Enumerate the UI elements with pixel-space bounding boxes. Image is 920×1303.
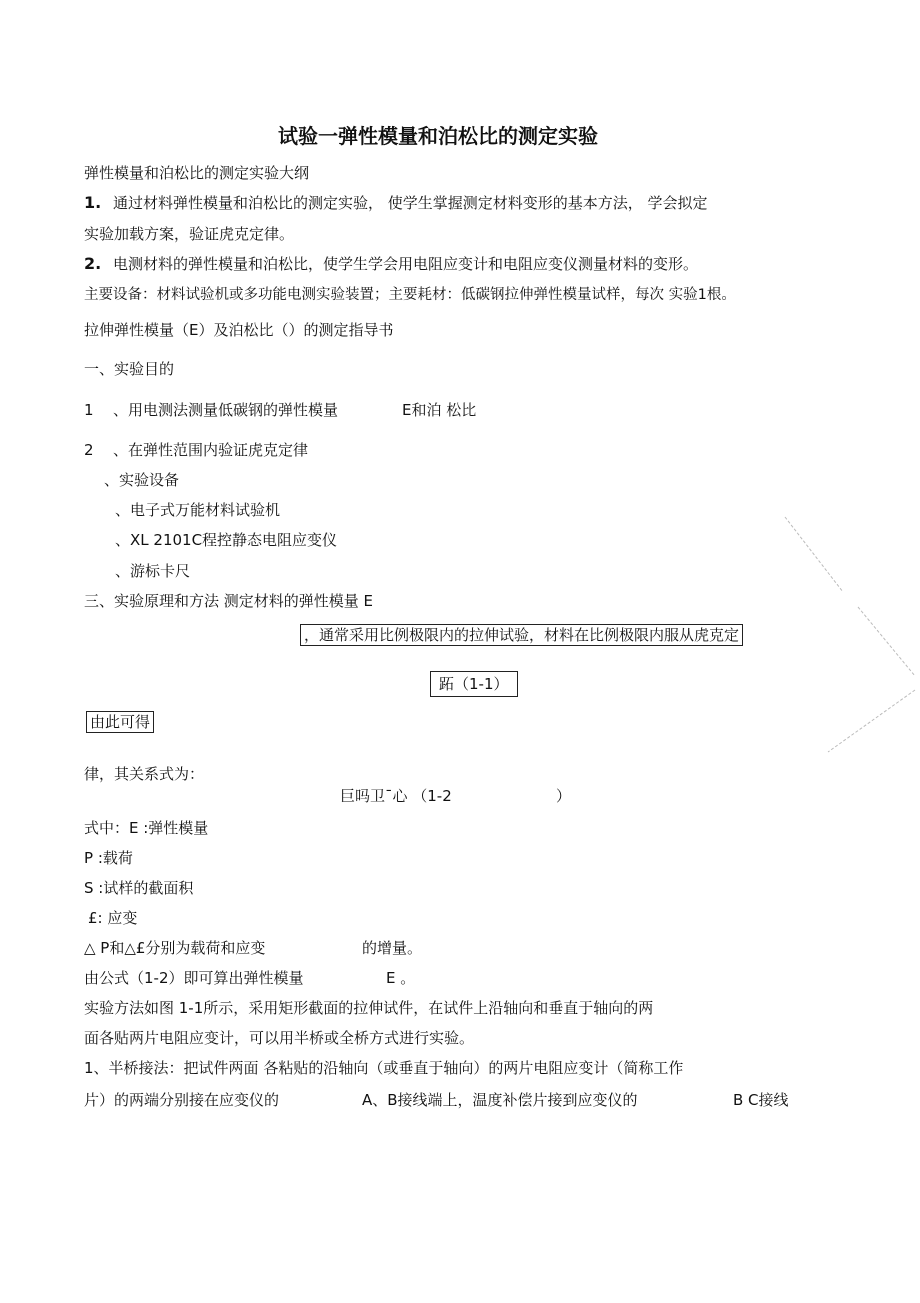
outline-heading: 弹性模量和泊松比的测定实验大纲 bbox=[84, 164, 310, 182]
calc-line: 由公式（1-2）即可算出弹性模量 bbox=[84, 969, 304, 987]
outline-item1-line1: 通过材料弹性模量和泊松比的测定实验， 使学生掌握测定材料变形的基本方法， 学会拟定 bbox=[113, 194, 708, 212]
section1-item1-number: 1 bbox=[84, 401, 94, 419]
outline-item1-line2: 实验加载方案，验证虎克定律。 bbox=[84, 225, 295, 243]
where-epsilon: £: 应变 bbox=[88, 909, 138, 927]
where-e: 式中：E :弹性模量 bbox=[84, 819, 209, 837]
method-line2: 面各贴两片电阻应变计，可以用半桥或全桥方式进行实验。 bbox=[84, 1029, 475, 1047]
section1-item1-text: 、用电测法测量低碳钢的弹性模量 bbox=[113, 401, 339, 419]
section2-heading: 、实验设备 bbox=[104, 471, 180, 489]
section2-item-caliper: 、游标卡尺 bbox=[115, 562, 191, 580]
equipment-line: 主要设备：材料试验机或多功能电测实验装置；主要耗材：低碳钢拉伸弹性模量试样，每次 实验1根。 bbox=[84, 287, 736, 303]
section1-item1-tail: E和泊 松比 bbox=[402, 401, 477, 419]
decor-line-upper bbox=[785, 517, 843, 592]
section1-item2-number: 2 bbox=[84, 441, 94, 459]
increment-line-tail: 的增量。 bbox=[362, 939, 423, 957]
method-line1: 实验方法如图 1-1所示，采用矩形截面的拉伸试件，在试件上沿轴向和垂直于轴向的两 bbox=[84, 999, 654, 1017]
boxed-derivation-label: 由此可得 bbox=[86, 711, 154, 733]
boxed-text-line: ，通常采用比例极限内的拉伸试验，材料在比例极限内服从虎克定 bbox=[300, 624, 743, 646]
law-line: 律，其关系式为： bbox=[84, 765, 205, 783]
page-title: 试验一弹性模量和泊松比的测定实验 bbox=[278, 124, 598, 148]
increment-line: △ P和△£分别为载荷和应变 bbox=[84, 939, 266, 957]
boxed-equation-1-1: 跖（1-1） bbox=[430, 671, 518, 697]
formula-1-2: 巨吗卫ˉ心 （1-2 bbox=[340, 787, 452, 805]
section1-item2-text: 、在弹性范围内验证虎克定律 bbox=[113, 441, 309, 459]
formula-close-paren: ） bbox=[556, 787, 572, 805]
where-p: P :载荷 bbox=[84, 849, 133, 867]
half-bridge-line2-middle: A、B接线端上，温度补偿片接到应变仪的 bbox=[362, 1091, 638, 1109]
outline-item1-number: 1. bbox=[84, 193, 102, 212]
guide-heading: 拉伸弹性模量（E）及泊松比（）的测定指导书 bbox=[84, 321, 394, 339]
half-bridge-line1: 1、半桥接法：把试件两面 各粘贴的沿轴向（或垂直于轴向）的两片电阻应变计（简称工作 bbox=[84, 1059, 684, 1077]
where-s: S :试样的截面积 bbox=[84, 879, 194, 897]
section2-item-testing-machine: 、电子式万能材料试验机 bbox=[115, 501, 281, 519]
calc-line-tail: E 。 bbox=[386, 969, 416, 987]
decor-line-middle bbox=[858, 607, 915, 676]
half-bridge-line2-start: 片）的两端分别接在应变仪的 bbox=[84, 1091, 280, 1109]
section1-heading: 一、实验目的 bbox=[84, 360, 175, 378]
section2-item-strain-gauge: 、XL 2101C程控静态电阻应变仪 bbox=[115, 531, 338, 549]
decor-line-lower bbox=[828, 690, 915, 752]
half-bridge-line2-end: B C接线 bbox=[733, 1091, 789, 1109]
section3-heading: 三、实验原理和方法 测定材料的弹性模量 E bbox=[84, 592, 374, 610]
outline-item2-text: 电测材料的弹性模量和泊松比，使学生学会用电阻应变计和电阻应变仪测量材料的变形。 bbox=[113, 255, 699, 273]
outline-item2-number: 2. bbox=[84, 254, 102, 273]
